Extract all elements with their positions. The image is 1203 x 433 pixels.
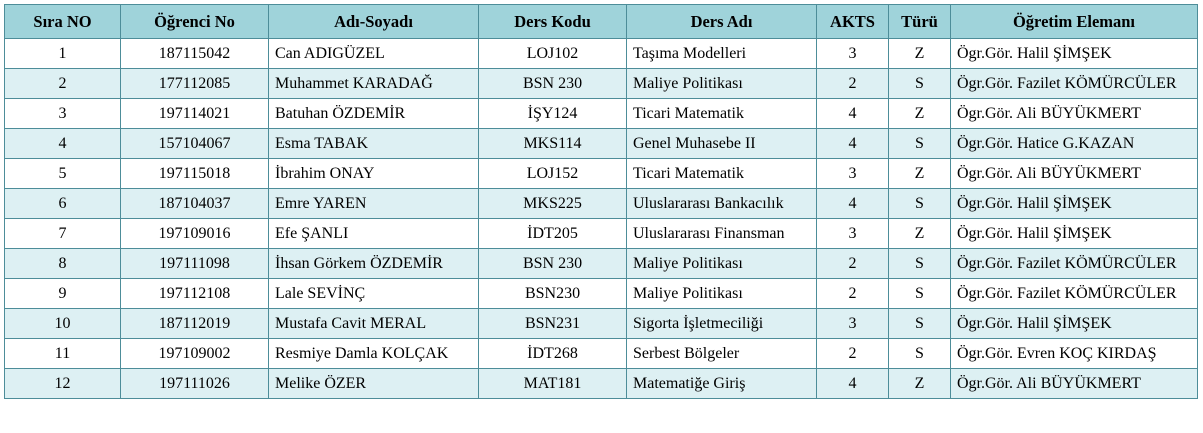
cell-ders-adi: Serbest Bölgeler <box>627 339 817 369</box>
cell-ders-adi: Ticari Matematik <box>627 159 817 189</box>
cell-ders-kodu: BSN 230 <box>479 69 627 99</box>
cell-ogretim-elemani: Ögr.Gör. Hatice G.KAZAN <box>951 129 1198 159</box>
cell-turu: Z <box>889 219 951 249</box>
cell-ogrenci-no: 197111098 <box>121 249 269 279</box>
student-course-table <box>4 4 1198 399</box>
cell-ogretim-elemani: Ögr.Gör. Ali BÜYÜKMERT <box>951 369 1198 399</box>
cell-sira-no: 12 <box>5 369 121 399</box>
cell-adi-soyadi: Mustafa Cavit MERAL <box>269 309 479 339</box>
cell-ders-adi: Sigorta İşletmeciliği <box>627 309 817 339</box>
cell-sira-no: 10 <box>5 309 121 339</box>
cell-akts: 3 <box>817 159 889 189</box>
cell-turu: S <box>889 249 951 279</box>
cell-ogrenci-no: 197114021 <box>121 99 269 129</box>
cell-ogrenci-no: 187104037 <box>121 189 269 219</box>
cell-ogrenci-no: 197111026 <box>121 369 269 399</box>
cell-ders-kodu: İDT268 <box>479 339 627 369</box>
cell-ogretim-elemani: Ögr.Gör. Ali BÜYÜKMERT <box>951 159 1198 189</box>
cell-turu: Z <box>889 99 951 129</box>
cell-turu: Z <box>889 39 951 69</box>
cell-adi-soyadi: Resmiye Damla KOLÇAK <box>269 339 479 369</box>
cell-sira-no: 5 <box>5 159 121 189</box>
cell-ogrenci-no: 187115042 <box>121 39 269 69</box>
cell-adi-soyadi: Batuhan ÖZDEMİR <box>269 99 479 129</box>
cell-turu: Z <box>889 369 951 399</box>
cell-turu: S <box>889 69 951 99</box>
cell-turu: Z <box>889 159 951 189</box>
table-row <box>5 279 1198 309</box>
column-header-ogrenci-no: Öğrenci No <box>121 5 269 39</box>
table-row <box>5 159 1198 189</box>
cell-ogretim-elemani: Ögr.Gör. Ali BÜYÜKMERT <box>951 99 1198 129</box>
cell-adi-soyadi: Muhammet KARADAĞ <box>269 69 479 99</box>
cell-ders-adi: Maliye Politikası <box>627 69 817 99</box>
table-row <box>5 69 1198 99</box>
cell-adi-soyadi: Esma TABAK <box>269 129 479 159</box>
column-header-ders-kodu: Ders Kodu <box>479 5 627 39</box>
cell-akts: 4 <box>817 129 889 159</box>
cell-ogretim-elemani: Ögr.Gör. Fazilet KÖMÜRCÜLER <box>951 69 1198 99</box>
cell-ders-kodu: BSN 230 <box>479 249 627 279</box>
cell-sira-no: 3 <box>5 99 121 129</box>
cell-ders-kodu: BSN231 <box>479 309 627 339</box>
cell-ogrenci-no: 177112085 <box>121 69 269 99</box>
cell-adi-soyadi: Emre YAREN <box>269 189 479 219</box>
cell-turu: S <box>889 189 951 219</box>
cell-ders-adi: Maliye Politikası <box>627 279 817 309</box>
column-header-ders-adi: Ders Adı <box>627 5 817 39</box>
cell-ogrenci-no: 197109002 <box>121 339 269 369</box>
cell-turu: S <box>889 309 951 339</box>
cell-adi-soyadi: Efe ŞANLI <box>269 219 479 249</box>
cell-ogretim-elemani: Ögr.Gör. Halil ŞİMŞEK <box>951 189 1198 219</box>
cell-ders-kodu: MKS114 <box>479 129 627 159</box>
cell-ders-adi: Taşıma Modelleri <box>627 39 817 69</box>
cell-sira-no: 11 <box>5 339 121 369</box>
table-row <box>5 189 1198 219</box>
cell-ders-adi: Matematiğe Giriş <box>627 369 817 399</box>
table-header <box>5 5 1198 39</box>
cell-ders-kodu: BSN230 <box>479 279 627 309</box>
cell-akts: 2 <box>817 249 889 279</box>
cell-adi-soyadi: İbrahim ONAY <box>269 159 479 189</box>
cell-adi-soyadi: İhsan Görkem ÖZDEMİR <box>269 249 479 279</box>
cell-ders-kodu: MAT181 <box>479 369 627 399</box>
cell-akts: 3 <box>817 309 889 339</box>
cell-ders-adi: Ticari Matematik <box>627 99 817 129</box>
table-body <box>5 39 1198 399</box>
cell-ders-kodu: LOJ102 <box>479 39 627 69</box>
column-header-adi-soyadi: Adı-Soyadı <box>269 5 479 39</box>
cell-ogrenci-no: 197115018 <box>121 159 269 189</box>
table-row <box>5 309 1198 339</box>
cell-ogretim-elemani: Ögr.Gör. Evren KOÇ KIRDAŞ <box>951 339 1198 369</box>
cell-ders-adi: Uluslararası Bankacılık <box>627 189 817 219</box>
cell-ogrenci-no: 157104067 <box>121 129 269 159</box>
column-header-turu: Türü <box>889 5 951 39</box>
cell-adi-soyadi: Can ADIGÜZEL <box>269 39 479 69</box>
cell-sira-no: 7 <box>5 219 121 249</box>
cell-turu: S <box>889 129 951 159</box>
cell-sira-no: 6 <box>5 189 121 219</box>
column-header-akts: AKTS <box>817 5 889 39</box>
cell-ogretim-elemani: Ögr.Gör. Halil ŞİMŞEK <box>951 309 1198 339</box>
table-row <box>5 129 1198 159</box>
cell-turu: S <box>889 279 951 309</box>
cell-akts: 4 <box>817 189 889 219</box>
table-row <box>5 219 1198 249</box>
cell-akts: 2 <box>817 279 889 309</box>
cell-sira-no: 9 <box>5 279 121 309</box>
cell-ders-adi: Maliye Politikası <box>627 249 817 279</box>
table-row <box>5 369 1198 399</box>
cell-akts: 2 <box>817 69 889 99</box>
table-row <box>5 249 1198 279</box>
column-header-ogretim-elemani: Öğretim Elemanı <box>951 5 1198 39</box>
cell-adi-soyadi: Lale SEVİNÇ <box>269 279 479 309</box>
cell-sira-no: 1 <box>5 39 121 69</box>
cell-sira-no: 2 <box>5 69 121 99</box>
table-row <box>5 339 1198 369</box>
table-header-row <box>5 5 1198 39</box>
cell-akts: 3 <box>817 39 889 69</box>
cell-ders-kodu: MKS225 <box>479 189 627 219</box>
cell-turu: S <box>889 339 951 369</box>
cell-ogrenci-no: 197112108 <box>121 279 269 309</box>
column-header-sira-no: Sıra NO <box>5 5 121 39</box>
cell-ogretim-elemani: Ögr.Gör. Fazilet KÖMÜRCÜLER <box>951 279 1198 309</box>
cell-ogretim-elemani: Ögr.Gör. Halil ŞİMŞEK <box>951 39 1198 69</box>
cell-ders-kodu: LOJ152 <box>479 159 627 189</box>
table-row <box>5 39 1198 69</box>
cell-ders-kodu: İŞY124 <box>479 99 627 129</box>
cell-adi-soyadi: Melike ÖZER <box>269 369 479 399</box>
cell-akts: 2 <box>817 339 889 369</box>
cell-ogrenci-no: 197109016 <box>121 219 269 249</box>
cell-akts: 3 <box>817 219 889 249</box>
cell-ders-adi: Genel Muhasebe II <box>627 129 817 159</box>
cell-ders-kodu: İDT205 <box>479 219 627 249</box>
cell-ogretim-elemani: Ögr.Gör. Fazilet KÖMÜRCÜLER <box>951 249 1198 279</box>
cell-ogrenci-no: 187112019 <box>121 309 269 339</box>
cell-sira-no: 8 <box>5 249 121 279</box>
cell-sira-no: 4 <box>5 129 121 159</box>
cell-akts: 4 <box>817 369 889 399</box>
cell-ogretim-elemani: Ögr.Gör. Halil ŞİMŞEK <box>951 219 1198 249</box>
table-row <box>5 99 1198 129</box>
cell-akts: 4 <box>817 99 889 129</box>
cell-ders-adi: Uluslararası Finansman <box>627 219 817 249</box>
